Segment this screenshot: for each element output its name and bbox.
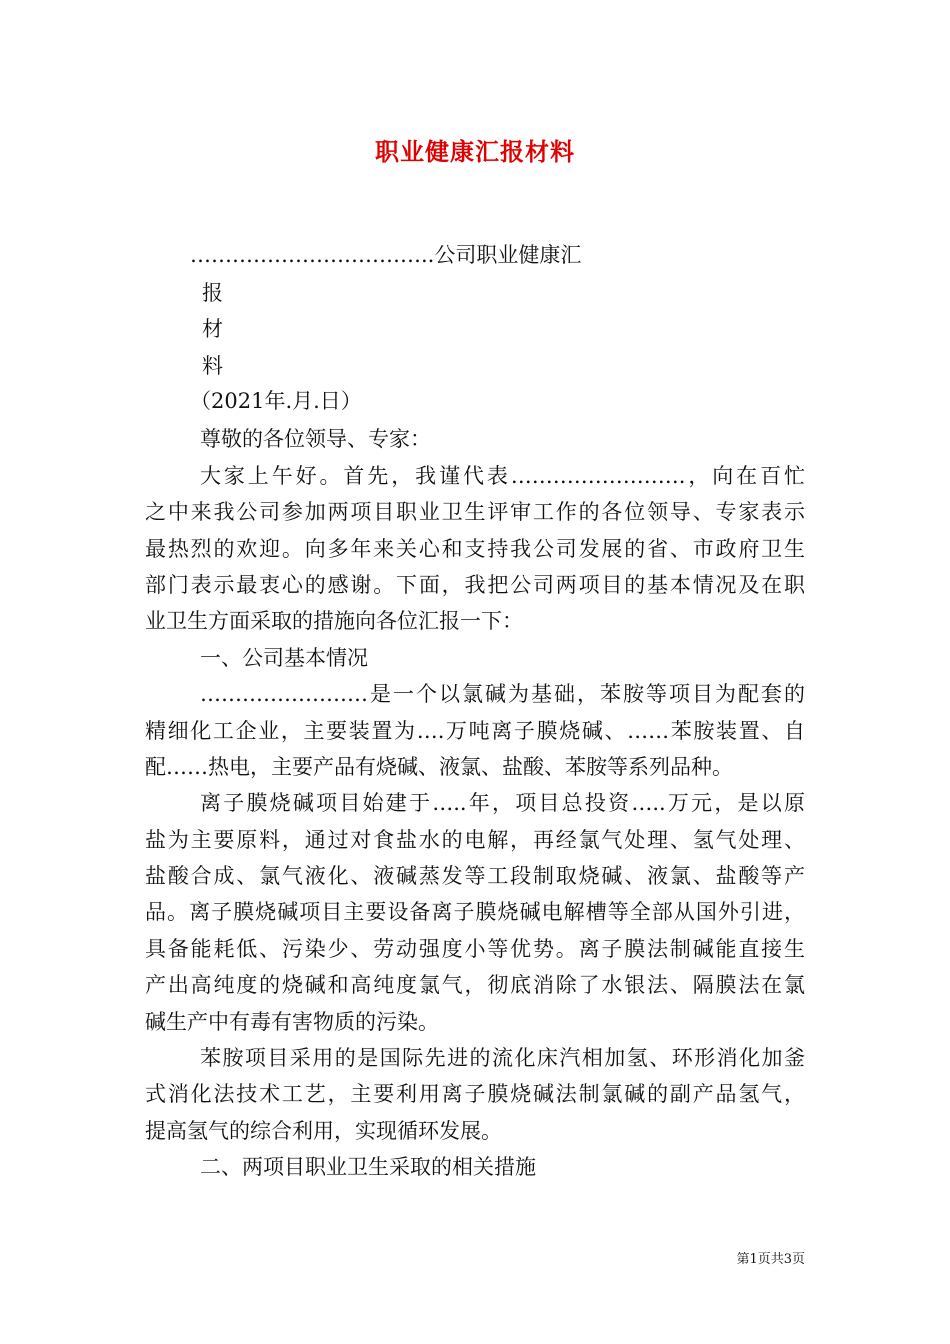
section1-p1-line-1: ……………………是一个以氯碱为基础，苯胺等项目为配套的	[200, 682, 805, 706]
section1-p3-line-2: 式消化法技术工艺，主要利用离子膜烧碱法制氯碱的副产品氢气，	[145, 1082, 805, 1106]
section1-p2-line-5: 具备能耗低、污染少、劳动强度小等优势。离子膜法制碱能直接生	[145, 937, 805, 961]
header-char-bao: 报	[202, 281, 223, 305]
page-number: 第1页共3页	[736, 1252, 805, 1267]
header-company-line: ……………………………..公司职业健康汇	[190, 243, 582, 267]
section1-p3-line-1: 苯胺项目采用的是国际先进的流化床汽相加氢、环形消化加釜	[200, 1046, 805, 1070]
greeting: 尊敬的各位领导、专家：	[200, 427, 431, 451]
intro-line-3: 最热烈的欢迎。向多年来关心和支持我公司发展的省、市政府卫生	[145, 537, 805, 561]
report-date: （2021年.月.日）	[190, 389, 362, 413]
intro-line-5: 业卫生方面采取的措施向各位汇报一下：	[145, 609, 523, 633]
section1-p2-line-2: 盐为主要原料，通过对食盐水的电解，再经氯气处理、氢气处理、	[145, 828, 805, 852]
section1-p3-line-3: 提高氢气的综合利用，实现循环发展。	[145, 1119, 502, 1143]
section1-p2-line-7: 碱生产中有毒有害物质的污染。	[145, 1010, 439, 1034]
intro-line-1: 大家上午好。首先，我谨代表…………………….，向在百忙	[200, 464, 805, 488]
header-char-liao: 料	[202, 354, 223, 378]
section1-p2-line-3: 盐酸合成、氯气液化、液碱蒸发等工段制取烧碱、液氯、盐酸等产	[145, 864, 805, 888]
section1-p2-line-4: 品。离子膜烧碱项目主要设备离子膜烧碱电解槽等全部从国外引进，	[145, 900, 805, 924]
section-heading-1: 一、公司基本情况	[200, 646, 368, 670]
document-title: 职业健康汇报材料	[375, 137, 575, 166]
header-char-cai: 材	[202, 317, 223, 341]
intro-line-4: 部门表示最衷心的感谢。下面，我把公司两项目的基本情况及在职	[145, 573, 805, 597]
section1-p1-line-2: 精细化工企业，主要装置为….万吨离子膜烧碱、……苯胺装置、自	[145, 719, 805, 743]
section1-p2-line-6: 产出高纯度的烧碱和高纯度氯气，彻底消除了水银法、隔膜法在氯	[145, 973, 805, 997]
section-heading-2: 二、两项目职业卫生采取的相关措施	[200, 1155, 536, 1179]
section1-p2-line-1: 离子膜烧碱项目始建于…..年，项目总投资…..万元，是以原	[200, 791, 805, 815]
intro-line-2: 之中来我公司参加两项目职业卫生评审工作的各位领导、专家表示	[145, 500, 805, 524]
section1-p1-line-3: 配……热电，主要产品有烧碱、液氯、盐酸、苯胺等系列品种。	[145, 755, 733, 779]
